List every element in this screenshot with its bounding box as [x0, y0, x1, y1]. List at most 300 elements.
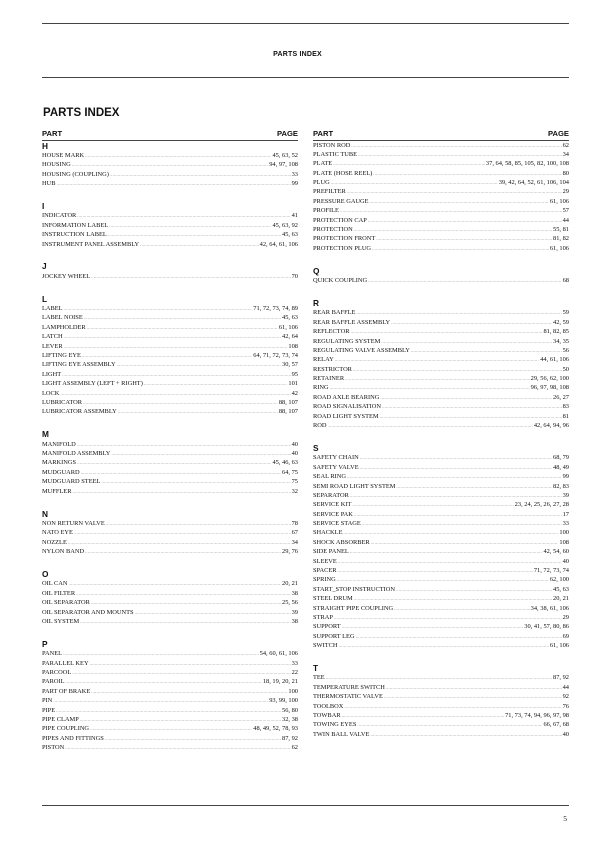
entry-page-numbers: 34	[291, 538, 298, 546]
entry-part-name: PART OF BRAKE	[42, 687, 91, 695]
entry-page-numbers: 20, 21	[282, 580, 298, 588]
footer-rule	[42, 805, 569, 806]
entry-page-numbers: 99	[562, 473, 569, 481]
dot-leader	[326, 673, 552, 682]
index-entry	[313, 500, 569, 509]
entry-page-numbers: 23, 24, 25, 26, 27, 28	[514, 501, 569, 509]
dot-leader	[352, 500, 513, 509]
index-entry	[313, 206, 569, 215]
entry-page-numbers: 62, 100	[549, 576, 569, 584]
entry-page-numbers: 66, 67, 68	[543, 721, 569, 729]
index-entry	[313, 692, 569, 701]
entry-page-numbers: 39, 42, 64, 52, 61, 106, 104	[498, 179, 569, 187]
column-header	[313, 129, 569, 141]
dot-leader	[87, 323, 278, 332]
dot-leader	[72, 487, 290, 496]
dot-leader	[65, 743, 290, 752]
dot-leader	[109, 221, 271, 230]
dot-leader	[370, 197, 549, 206]
entry-part-name: OIL SYSTEM	[42, 617, 80, 625]
entry-part-name: SPACER	[313, 567, 337, 575]
index-entry	[313, 547, 569, 556]
dot-leader	[345, 374, 530, 383]
entry-page-numbers: 33	[291, 659, 298, 667]
index-entry	[42, 342, 298, 351]
entry-part-name: SEPARATOR	[313, 491, 349, 499]
dot-leader	[350, 491, 562, 500]
index-entry	[42, 449, 298, 458]
entry-page-numbers: 40	[291, 440, 298, 448]
index-entry	[42, 179, 298, 188]
index-entry	[313, 374, 569, 383]
index-section	[313, 266, 569, 286]
index-entry	[313, 393, 569, 402]
index-entry	[42, 519, 298, 528]
entry-part-name: PISTON	[42, 744, 65, 752]
entry-page-numbers: 56	[562, 346, 569, 354]
column-header-page: PAGE	[548, 129, 569, 138]
entry-page-numbers: 39	[291, 608, 298, 616]
entry-part-name: SEMI ROAD LIGHT SYSTEM	[313, 482, 396, 490]
entry-page-numbers: 42, 64, 94, 96	[533, 422, 569, 430]
index-column-left	[42, 129, 298, 752]
entry-page-numbers: 80	[562, 169, 569, 177]
entry-part-name: LUBRICATOR	[42, 398, 83, 406]
entry-page-numbers: 45, 63, 52	[272, 151, 298, 159]
section-letter: M	[42, 429, 49, 440]
index-entry	[313, 216, 569, 225]
entry-page-numbers: 37, 64, 58, 85, 105, 82, 100, 108	[485, 160, 569, 168]
dot-leader	[108, 230, 281, 239]
entry-page-numbers: 22	[291, 668, 298, 676]
index-section	[313, 663, 569, 739]
entry-page-numbers: 56, 80	[282, 706, 298, 714]
entry-part-name: PISTON ROD	[313, 141, 351, 149]
dot-leader	[386, 683, 562, 692]
entry-part-name: INDICATOR	[42, 212, 77, 220]
entry-page-numbers: 45, 63	[282, 231, 298, 239]
entry-page-numbers: 55, 81	[553, 226, 569, 234]
index-sections	[42, 141, 298, 753]
index-entry	[313, 702, 569, 711]
index-entry	[42, 617, 298, 626]
dot-leader	[380, 393, 552, 402]
entry-page-numbers: 33	[562, 520, 569, 528]
index-entry	[313, 276, 569, 285]
dot-leader	[74, 528, 291, 537]
index-entry	[313, 519, 569, 528]
dot-leader	[77, 211, 290, 220]
index-entry	[313, 337, 569, 346]
index-entry	[313, 491, 569, 500]
entry-page-numbers: 71, 72, 73, 74	[533, 567, 569, 575]
dot-leader	[381, 337, 552, 346]
index-entry	[42, 351, 298, 360]
entry-part-name: PRESSURE GAUGE	[313, 197, 369, 205]
entry-part-name: OIL FILTER	[42, 589, 76, 597]
index-entry	[42, 151, 298, 160]
entry-part-name: PARCOOL	[42, 668, 72, 676]
dot-leader	[117, 360, 281, 369]
index-entry	[313, 463, 569, 472]
entry-page-numbers: 26, 27	[553, 393, 569, 401]
index-entry	[313, 318, 569, 327]
dot-leader	[60, 389, 290, 398]
entry-part-name: LIGHT ASSEMBLY (LEFT + RIGHT)	[42, 380, 143, 388]
entry-page-numbers: 44, 61, 106	[540, 356, 569, 364]
index-entry	[313, 402, 569, 411]
index-entry	[42, 589, 298, 598]
index-section	[42, 141, 298, 189]
entry-part-name: NATO EYE	[42, 529, 73, 537]
dot-leader	[110, 170, 291, 179]
entry-part-name: MANIFOLD	[42, 440, 76, 448]
index-entry	[313, 641, 569, 650]
entry-part-name: REGULATING SYSTEM	[313, 337, 381, 345]
entry-part-name: RETAINER	[313, 375, 345, 383]
entry-page-numbers: 62	[291, 744, 298, 752]
dot-leader	[72, 668, 290, 677]
dot-leader	[342, 711, 505, 720]
page-number: 5	[563, 814, 567, 823]
section-letter: I	[42, 200, 45, 211]
index-entry	[42, 487, 298, 496]
dot-leader	[354, 225, 552, 234]
dot-leader	[331, 178, 498, 187]
index-entry	[313, 453, 569, 462]
index-entry	[313, 557, 569, 566]
index-entry	[313, 683, 569, 692]
index-section	[42, 429, 298, 496]
entry-part-name: LABEL	[42, 305, 63, 313]
entry-page-numbers: 29	[562, 613, 569, 621]
index-entry	[42, 440, 298, 449]
dot-leader	[335, 355, 540, 364]
dot-leader	[91, 272, 291, 281]
section-letter: P	[42, 638, 48, 649]
entry-page-numbers: 34	[562, 150, 569, 158]
entry-part-name: LIGHT	[42, 370, 62, 378]
dot-leader	[358, 150, 562, 159]
entry-page-numbers: 57	[562, 207, 569, 215]
entry-page-numbers: 61, 106	[549, 642, 569, 650]
index-entry	[42, 659, 298, 668]
entry-page-numbers: 32	[291, 487, 298, 495]
entry-page-numbers: 93, 99, 100	[269, 697, 298, 705]
entry-part-name: SUPPORT LEG	[313, 632, 355, 640]
column-header-page: PAGE	[277, 129, 298, 138]
index-entry	[42, 360, 298, 369]
entry-part-name: HOUSE MARK	[42, 151, 85, 159]
entry-part-name: MUFFLER	[42, 487, 72, 495]
index-entry	[313, 244, 569, 253]
index-entry	[42, 160, 298, 169]
entry-part-name: SHACKLE	[313, 529, 343, 537]
dot-leader	[144, 379, 288, 388]
index-entry	[42, 677, 298, 686]
index-entry	[313, 365, 569, 374]
index-entry	[42, 734, 298, 743]
entry-part-name: PLUG	[313, 179, 330, 187]
index-entry	[42, 313, 298, 322]
index-section	[42, 261, 298, 281]
entry-part-name: INSTRUMENT PANEL ASSEMBLY	[42, 240, 140, 248]
dot-leader	[371, 538, 559, 547]
entry-part-name: REAR BAFFLE	[313, 309, 356, 317]
entry-part-name: SAFETY VALVE	[313, 463, 359, 471]
entry-page-numbers: 42, 54, 60	[543, 548, 569, 556]
dot-leader	[57, 179, 291, 188]
dot-leader	[80, 715, 281, 724]
dot-leader	[337, 575, 549, 584]
entry-page-numbers: 69	[562, 632, 569, 640]
dot-leader	[66, 677, 262, 686]
dot-leader	[64, 342, 288, 351]
entry-page-numbers: 39	[562, 491, 569, 499]
entry-page-numbers: 29	[562, 188, 569, 196]
index-section	[42, 509, 298, 557]
index-entry	[42, 458, 298, 467]
entry-page-numbers: 30, 41, 57, 80, 86	[524, 623, 569, 631]
entry-part-name: ROAD LIGHT SYSTEM	[313, 412, 379, 420]
index-entry	[42, 547, 298, 556]
entry-part-name: ROAD SIGNALISATION	[313, 403, 381, 411]
dot-leader	[351, 141, 561, 150]
dot-leader	[396, 585, 552, 594]
dot-leader	[82, 351, 252, 360]
dot-leader	[372, 244, 549, 253]
entry-page-numbers: 108	[288, 342, 298, 350]
entry-part-name: SHOCK ABSORBER	[313, 538, 370, 546]
entry-part-name: INFORMATION LABEL	[42, 221, 109, 229]
dot-leader	[340, 206, 562, 215]
entry-page-numbers: 40	[562, 730, 569, 738]
running-header: PARTS INDEX	[273, 51, 322, 58]
entry-page-numbers: 44	[562, 216, 569, 224]
entry-page-numbers: 38	[291, 589, 298, 597]
entry-page-numbers: 83	[562, 403, 569, 411]
entry-page-numbers: 71, 72, 73, 74, 89	[253, 305, 298, 313]
index-entry	[313, 412, 569, 421]
index-entry	[313, 566, 569, 575]
entry-page-numbers: 33	[291, 170, 298, 178]
dot-leader	[64, 332, 281, 341]
dot-leader	[90, 724, 252, 733]
entry-page-numbers: 100	[559, 529, 569, 537]
entry-page-numbers: 92	[562, 693, 569, 701]
index-entry	[313, 510, 569, 519]
entry-part-name: NON RETURN VALVE	[42, 519, 105, 527]
entry-part-name: INSTRUCTION LABEL	[42, 231, 107, 239]
entry-page-numbers: 29, 56, 62, 100	[530, 375, 569, 383]
section-letter: H	[42, 140, 48, 151]
entry-part-name: QUICK COUPLING	[313, 277, 368, 285]
entry-page-numbers: 64, 71, 72, 73, 74	[253, 352, 298, 360]
dot-leader	[81, 468, 281, 477]
dot-leader	[64, 304, 253, 313]
entry-part-name: PIPES AND FITTINGS	[42, 734, 104, 742]
entry-part-name: MUDGUARD STEEL	[42, 478, 101, 486]
entry-page-numbers: 54, 60, 61, 106	[259, 650, 298, 658]
entry-page-numbers: 17	[562, 510, 569, 518]
entry-page-numbers: 99	[291, 180, 298, 188]
dot-leader	[63, 649, 259, 658]
entry-part-name: PIN	[42, 697, 53, 705]
index-entry	[42, 715, 298, 724]
entry-page-numbers: 95	[291, 370, 298, 378]
index-entry	[313, 234, 569, 243]
dot-leader	[106, 519, 291, 528]
index-entry	[313, 472, 569, 481]
index-entry	[313, 225, 569, 234]
dot-leader	[354, 510, 562, 519]
dot-leader	[338, 566, 533, 575]
index-entry	[42, 240, 298, 249]
entry-part-name: SERVICE KIT	[313, 501, 352, 509]
index-entry	[42, 668, 298, 677]
entry-page-numbers: 48, 49	[553, 463, 569, 471]
entry-page-numbers: 42, 59	[553, 318, 569, 326]
index-entry	[313, 720, 569, 729]
entry-page-numbers: 87, 92	[282, 734, 298, 742]
index-entry	[313, 141, 569, 150]
entry-part-name: PROTECTION PLUG	[313, 244, 372, 252]
dot-leader	[391, 318, 552, 327]
entry-part-name: LAMPHOLDER	[42, 323, 86, 331]
index-entry	[42, 389, 298, 398]
entry-page-numbers: 108	[559, 538, 569, 546]
entry-part-name: PAROIL	[42, 678, 65, 686]
index-section	[42, 201, 298, 249]
entry-part-name: PLATE (HOSE REEL)	[313, 169, 373, 177]
dot-leader	[339, 641, 549, 650]
entry-part-name: PLASTIC TUBE	[313, 150, 358, 158]
index-entry	[313, 632, 569, 641]
entry-page-numbers: 88, 107	[278, 408, 298, 416]
index-entry	[42, 598, 298, 607]
entry-part-name: MANIFOLD ASSEMBLY	[42, 450, 111, 458]
entry-page-numbers: 41	[291, 212, 298, 220]
entry-page-numbers: 61, 106	[278, 323, 298, 331]
section-letter: Q	[313, 265, 320, 276]
dot-leader	[370, 730, 561, 739]
index-entry	[313, 613, 569, 622]
dot-leader	[111, 449, 290, 458]
dot-leader	[83, 398, 278, 407]
dot-leader	[356, 632, 562, 641]
index-entry	[42, 398, 298, 407]
dot-leader	[118, 407, 278, 416]
section-letter: L	[42, 293, 48, 304]
index-entry	[42, 332, 298, 341]
index-entry	[313, 622, 569, 631]
entry-part-name: SEAL RING	[313, 473, 346, 481]
entry-page-numbers: 81, 82, 85	[543, 328, 569, 336]
dot-leader	[62, 370, 290, 379]
dot-leader	[105, 734, 281, 743]
index-entry	[313, 604, 569, 613]
dot-leader	[53, 696, 268, 705]
dot-leader	[353, 365, 562, 374]
entry-part-name: THERMOSTATIC VALVE	[313, 693, 383, 701]
dot-leader	[368, 276, 561, 285]
index-entry	[42, 211, 298, 220]
entry-part-name: PIPE COUPLING	[42, 725, 90, 733]
entry-part-name: STRAIGHT PIPE COUPLING	[313, 604, 394, 612]
entry-part-name: LABEL NOISE	[42, 314, 83, 322]
index-entry	[313, 575, 569, 584]
dot-leader	[77, 458, 271, 467]
header-top-rule	[42, 23, 569, 24]
entry-part-name: PREFILTER	[313, 188, 346, 196]
entry-page-numbers: 76	[562, 702, 569, 710]
entry-page-numbers: 96, 97, 98, 108	[530, 384, 569, 392]
dot-leader	[343, 528, 558, 537]
index-entry	[42, 477, 298, 486]
section-letter: J	[42, 261, 47, 272]
entry-page-numbers: 20, 21	[553, 595, 569, 603]
dot-leader	[342, 622, 524, 631]
column-header-part: PART	[42, 129, 63, 138]
index-entry	[313, 383, 569, 392]
entry-page-numbers: 101	[288, 380, 298, 388]
entry-part-name: SAFETY CHAIN	[313, 454, 359, 462]
dot-leader	[101, 477, 290, 486]
index-entry	[313, 585, 569, 594]
entry-page-numbers: 67	[291, 529, 298, 537]
entry-part-name: PLATE	[313, 160, 333, 168]
dot-leader	[72, 160, 268, 169]
entry-part-name: TWIN BALL VALVE	[313, 730, 370, 738]
entry-part-name: JOCKEY WHEEL	[42, 272, 91, 280]
index-entry	[313, 346, 569, 355]
entry-page-numbers: 48, 49, 52, 78, 93	[253, 725, 298, 733]
dot-leader	[373, 169, 561, 178]
entry-page-numbers: 71, 73, 74, 94, 96, 97, 98	[505, 711, 569, 719]
entry-page-numbers: 42	[291, 389, 298, 397]
dot-leader	[380, 412, 562, 421]
entry-part-name: PIPE	[42, 706, 56, 714]
entry-part-name: PROTECTION CAP	[313, 216, 367, 224]
entry-page-numbers: 81	[562, 412, 569, 420]
entry-part-name: RELAY	[313, 356, 334, 364]
entry-part-name: LIFTING EYE	[42, 352, 81, 360]
index-section	[313, 141, 569, 254]
dot-leader	[91, 687, 287, 696]
entry-part-name: OIL SEPARATOR	[42, 599, 90, 607]
entry-part-name: TOWBAR	[313, 711, 341, 719]
entry-page-numbers: 87, 92	[553, 674, 569, 682]
index-entry	[42, 370, 298, 379]
dot-leader	[135, 608, 291, 617]
entry-part-name: SUPPORT	[313, 623, 341, 631]
index-entry	[42, 221, 298, 230]
column-header	[42, 129, 298, 141]
index-sections	[313, 141, 569, 740]
index-entry	[313, 594, 569, 603]
entry-part-name: PANEL	[42, 650, 63, 658]
index-entry	[42, 230, 298, 239]
dot-leader	[360, 463, 552, 472]
entry-page-numbers: 100	[288, 687, 298, 695]
entry-part-name: SIDE PANEL	[313, 548, 349, 556]
index-column-right	[313, 129, 569, 739]
dot-leader	[368, 216, 562, 225]
index-entry	[42, 608, 298, 617]
entry-page-numbers: 25, 56	[282, 599, 298, 607]
index-entry	[313, 187, 569, 196]
index-section	[42, 569, 298, 626]
